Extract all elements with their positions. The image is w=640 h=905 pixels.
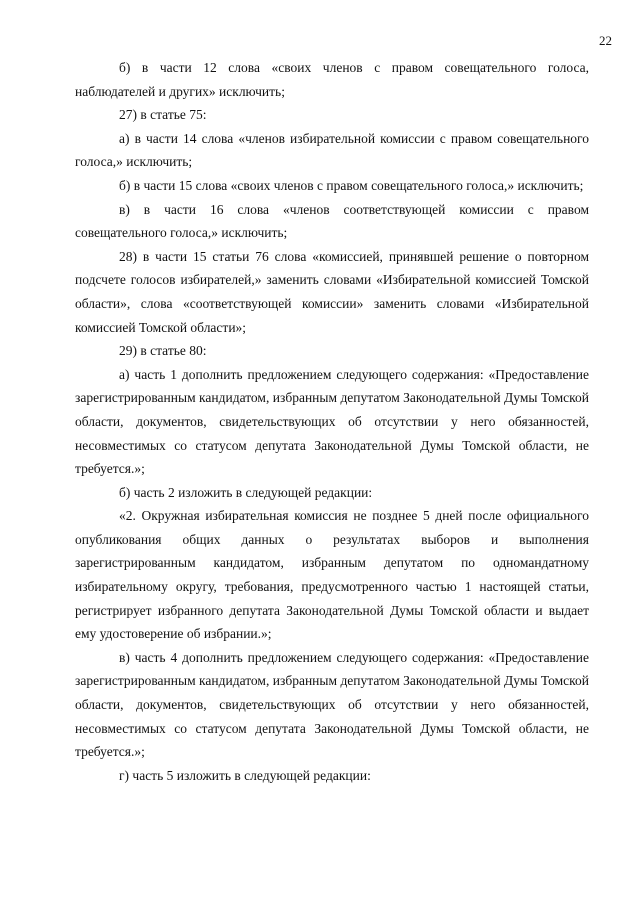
- paragraph: 27) в статье 75:: [119, 107, 207, 123]
- paragraph: б) часть 2 изложить в следующей редакции:: [119, 484, 373, 500]
- paragraph: 29) в статье 80:: [119, 343, 207, 359]
- paragraph: а) часть 1 дополнить предложением следующего содержания: «Предоставление зарегистрированным кандидатом, избранным депутатом Законодательной Думы Томской области, документов, свидетельствующих об отсутствии у него обязанностей, несовместимых со статусом депутата Законодательной Думы Томской области, не требуется.»;: [75, 366, 589, 477]
- page-number: 22: [599, 33, 612, 48]
- paragraph: б) в части 15 слова «своих членов с правом совещательного голоса,» исключить;: [119, 177, 584, 193]
- paragraph: «2. Окружная избирательная комиссия не позднее 5 дней после официального опубликования общих данных о результатах выборов и выполнения зарегистрированным кандидатом, избранным депутатом по одномандатному избирательному округу, требования, предусмотренного частью 1 настоящей статьи, регистрирует избранного депутата Законодательной Думы Томской области и выдает ему удостоверение об избрании.»;: [75, 508, 589, 642]
- paragraph: 28) в части 15 статьи 76 слова «комиссией, принявшей решение о повторном подсчете голосов избирателей,» заменить словами «Избирательной комиссией Томской области», слова «соответствующей комиссии» заменить словами «Избирательной комиссией Томской области»;: [75, 248, 589, 335]
- paragraph: в) в части 16 слова «членов соответствующей комиссии с правом совещательного голоса,» исключить;: [75, 201, 589, 241]
- paragraph: а) в части 14 слова «членов избирательной комиссии с правом совещательного голоса,» исключить;: [75, 130, 589, 170]
- paragraph: б) в части 12 слова «своих членов с правом совещательного голоса, наблюдателей и других» исключить;: [75, 60, 589, 99]
- document-body: [75, 56, 589, 787]
- paragraph: г) часть 5 изложить в следующей редакции:: [119, 767, 371, 783]
- paragraph: в) часть 4 дополнить предложением следующего содержания: «Предоставление зарегистрированным кандидатом, избранным депутатом Законодательной Думы Томской области, документов, свидетельствующих об отсутствии у него обязанностей, несовместимых со статусом депутата Законодательной Думы Томской области, не требуется.»;: [75, 649, 589, 760]
